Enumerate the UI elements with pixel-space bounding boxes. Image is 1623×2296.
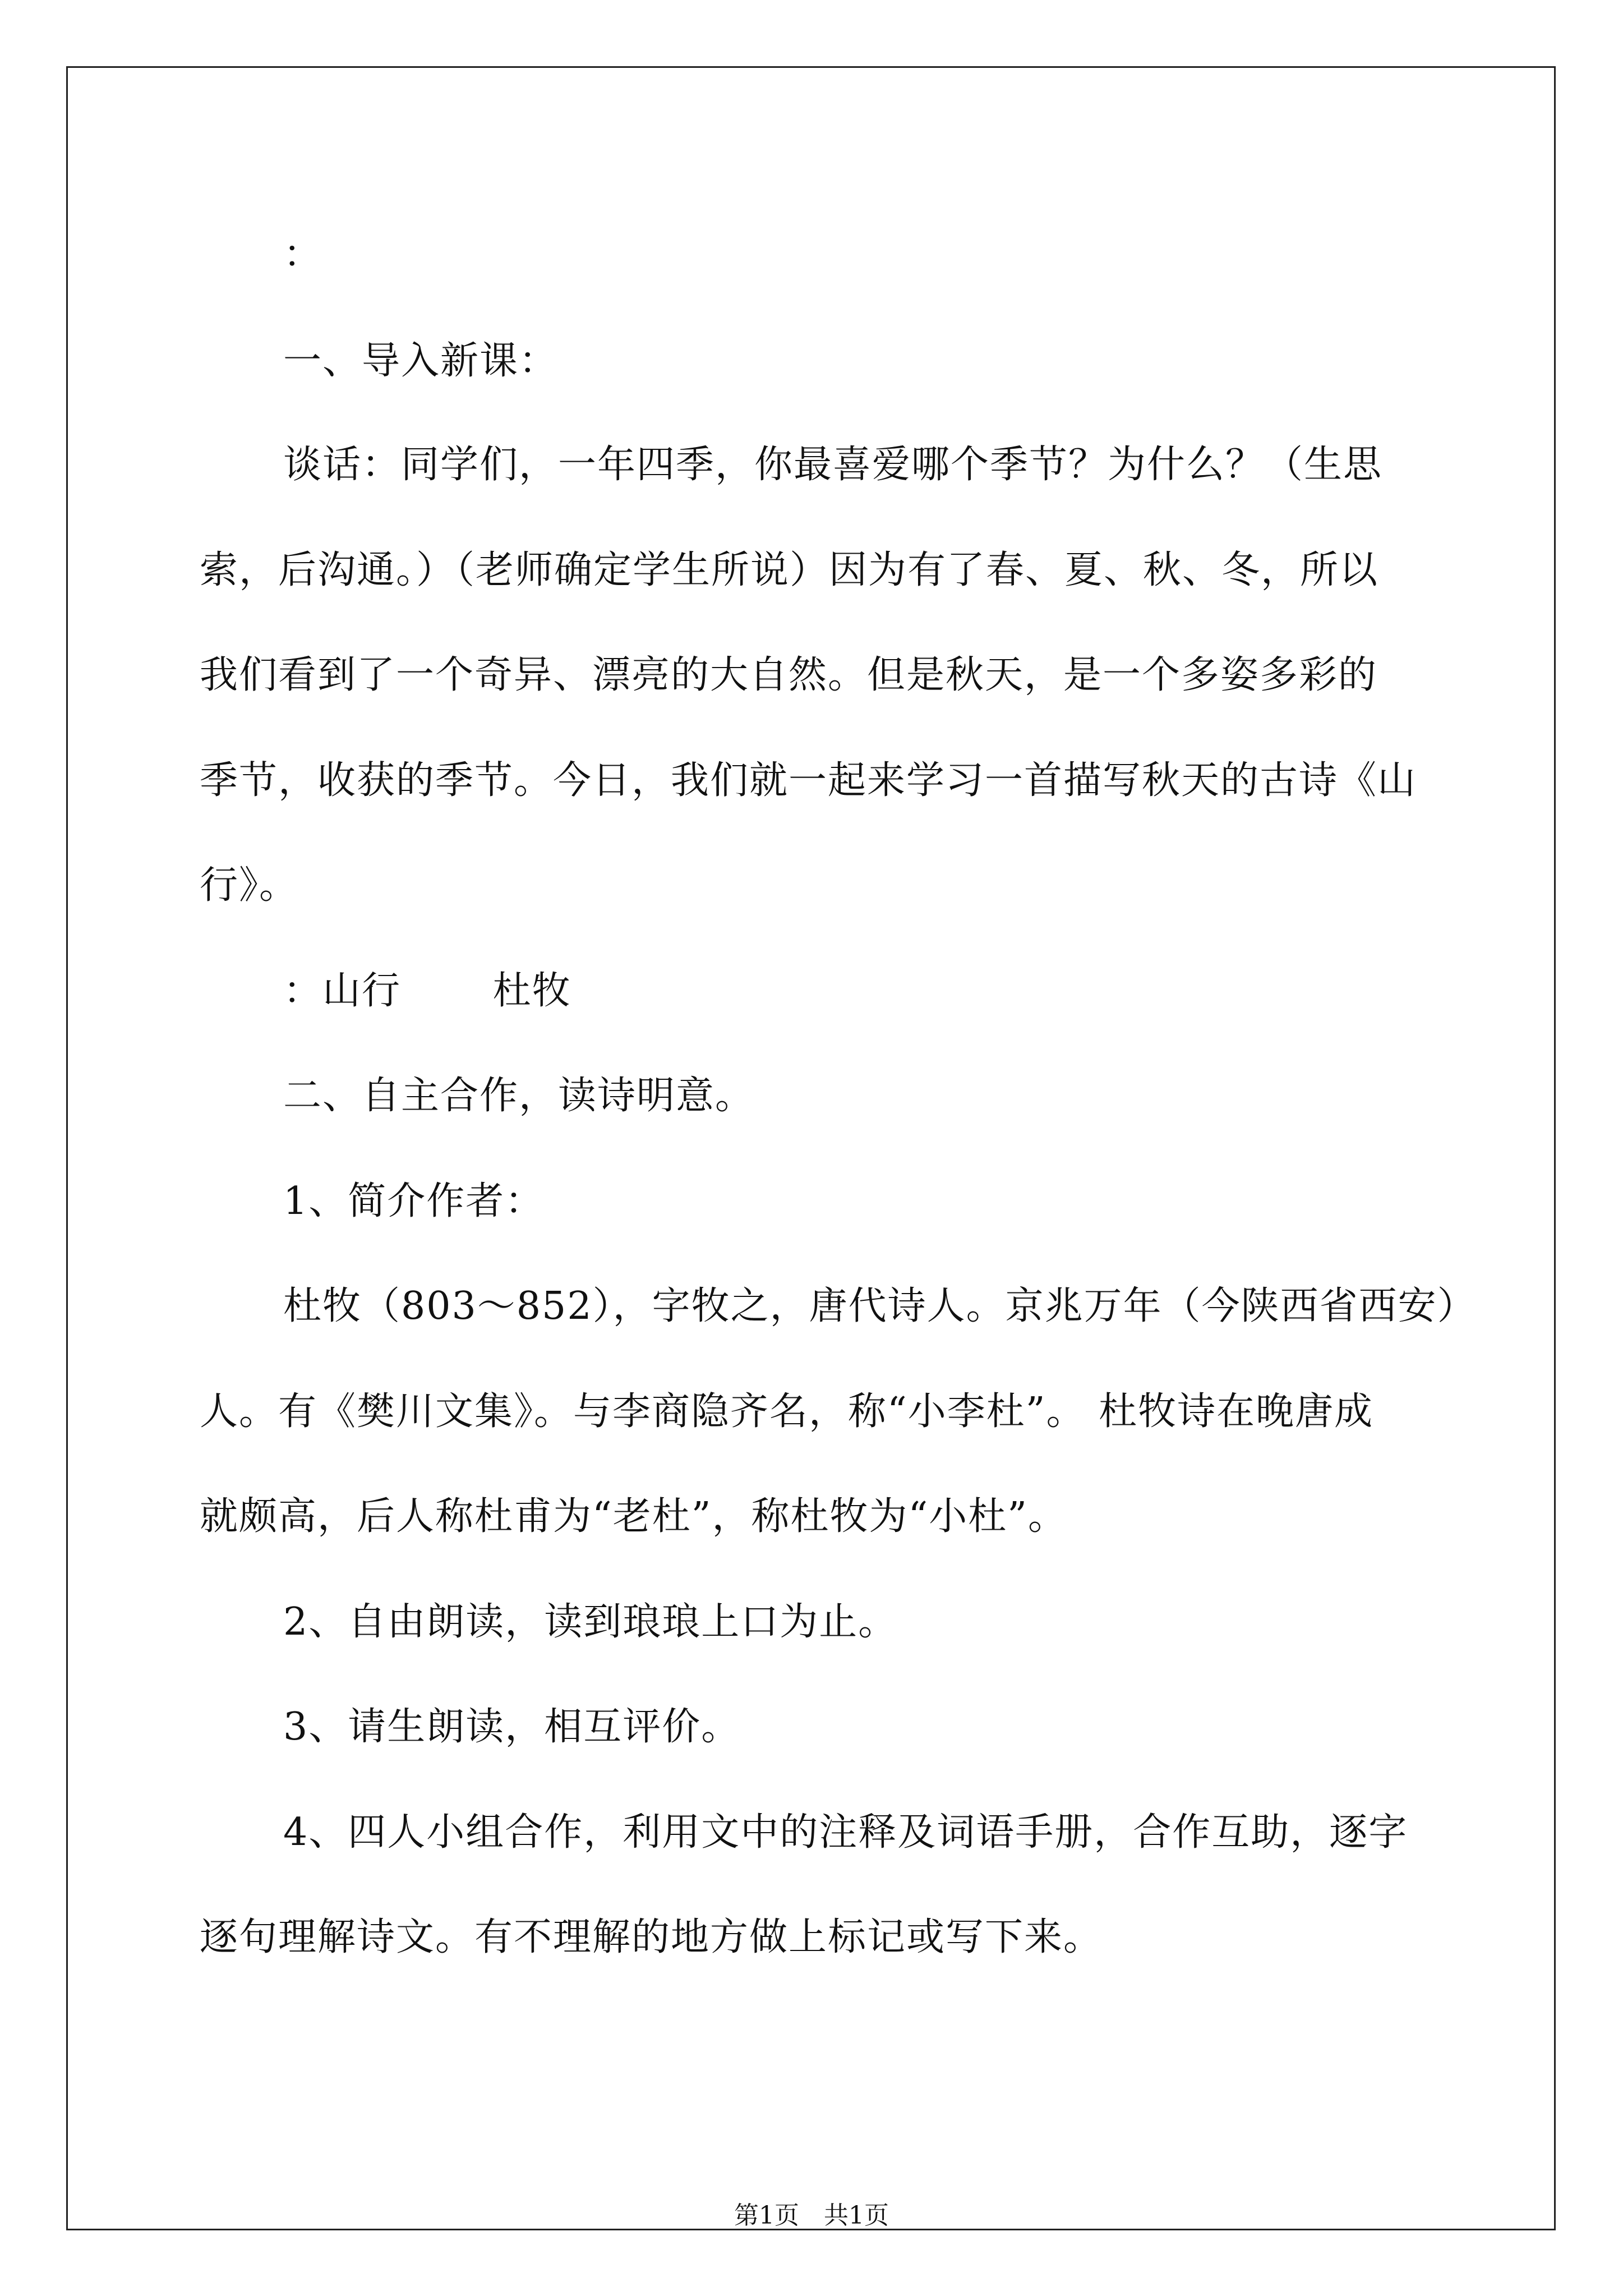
text-line: 谈话：同学们，一年四季，你最喜爱哪个季节？为什么？（生思: [283, 443, 1383, 487]
poem-title: ：山行 杜牧: [283, 969, 571, 1013]
text-line: 1、简介作者：: [283, 1179, 545, 1223]
text-line: 3、请生朗读，相互评价。: [283, 1705, 741, 1749]
text-line: 人。有《樊川文集》。与李商隐齐名，称“小李杜”。 杜牧诗在晚唐成: [200, 1389, 1374, 1434]
text-line: 杜牧（803～852），字牧之，唐代诗人。京兆万年（今陕西省西安）: [283, 1284, 1477, 1328]
section-heading: 一、导入新课：: [283, 339, 559, 383]
text-line: 2、自由朗读，读到琅琅上口为止。: [283, 1600, 898, 1644]
text-line: 季节，收获的季节。今日，我们就一起来学习一首描写秋天的古诗《山: [200, 758, 1417, 803]
text-line: 索，后沟通。）（老师确定学生所说）因为有了春、夏、秋、冬，所以: [200, 548, 1379, 592]
section-heading: 二、自主合作，读诗明意。: [283, 1074, 755, 1118]
page-footer: 第1页 共1页: [734, 2201, 889, 2230]
text-line: 逐句理解诗文。有不理解的地方做上标记或写下来。: [200, 1915, 1103, 1959]
text-line: 我们看到了一个奇异、漂亮的大自然。但是秋天，是一个多姿多彩的: [200, 653, 1378, 697]
text-line: ：: [283, 232, 323, 277]
text-line: 行》。: [200, 863, 299, 908]
text-line: 4、四人小组合作，利用文中的注释及词语手册，合作互助，逐字: [283, 1810, 1408, 1855]
text-line: 就颇高，后人称杜甫为“老杜”，称杜牧为“小杜”。: [200, 1494, 1068, 1539]
